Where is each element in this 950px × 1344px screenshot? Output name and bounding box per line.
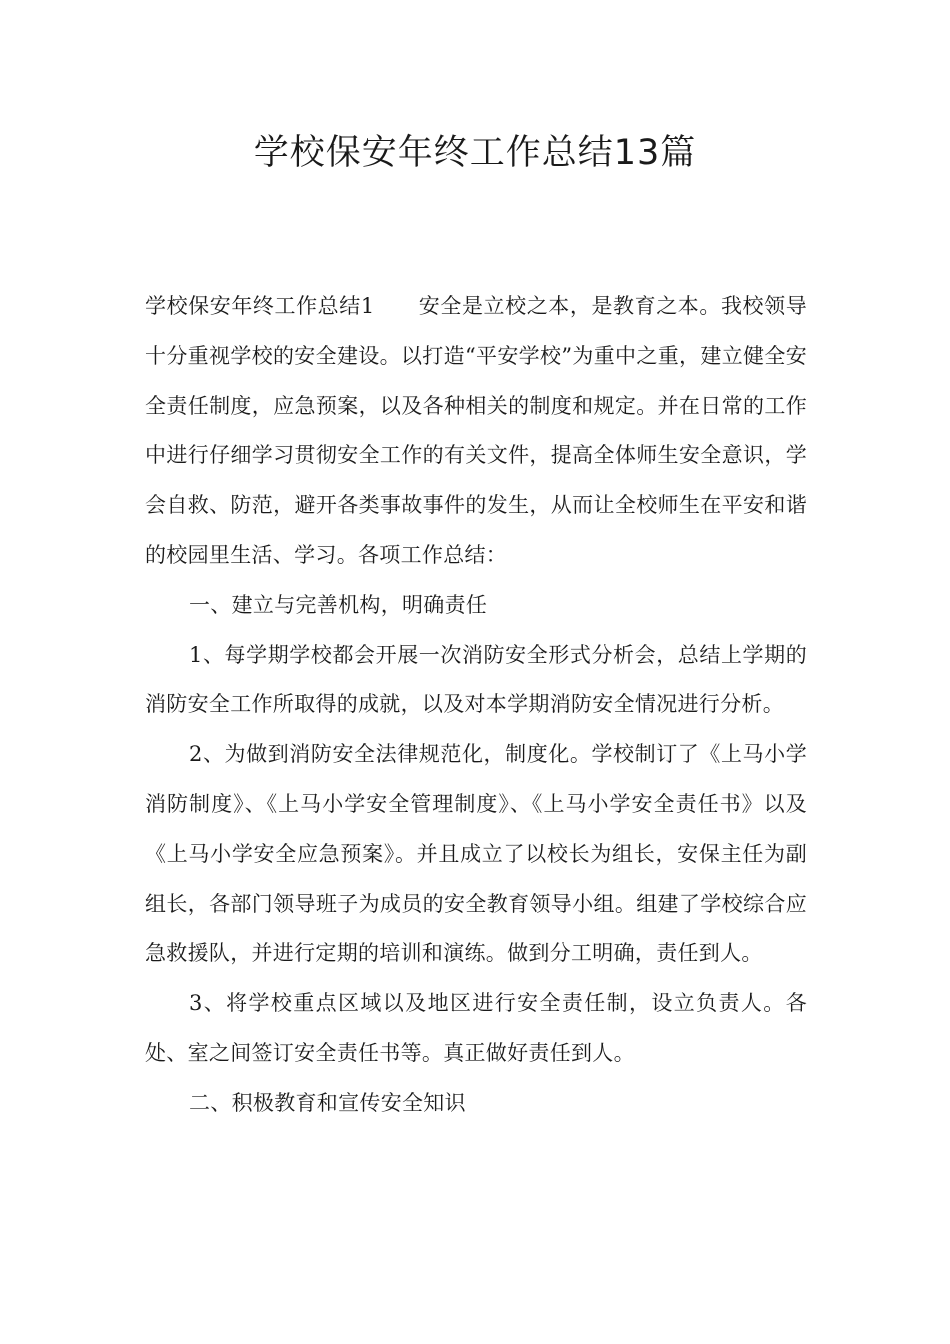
- paragraph-item-1: 1、每学期学校都会开展一次消防安全形式分析会，总结上学期的消防安全工作所取得的成就，以及对本学期消防安全情况进行分析。: [145, 642, 807, 717]
- intro-heading: 学校保安年终工作总结1: [145, 294, 375, 318]
- paragraph-item-3: 3、将学校重点区域以及地区进行安全责任制，设立负责人。各处、室之间签订安全责任书等。真正做好责任到人。: [145, 991, 807, 1065]
- section-heading-2: 二、积极教育和宣传安全知识: [189, 1090, 466, 1115]
- document-title: 学校保安年终工作总结13篇: [253, 133, 697, 173]
- document-body: [145, 282, 807, 1129]
- intro-paragraph: [145, 282, 807, 581]
- section-heading-1: 一、建立与完善机构，明确责任: [189, 592, 488, 617]
- intro-text: 安全是立校之本，是教育之本。我校领导十分重视学校的安全建设。以打造“平安学校”为重中之重，建立健全安全责任制度，应急预案，以及各种相关的制度和规定。并在日常的工作中进行仔细学习贯彻安全工作的有关文件，提高全体师生安全意识，学会自救、防范，避开各类事故事件的发生，从而让全校师生在平安和谐的校园里生活、学习。各项工作总结：: [145, 294, 807, 567]
- paragraph-item-2: 2、为做到消防安全法律规范化，制度化。学校制订了《上马小学消防制度》、《上马小学安全管理制度》、《上马小学安全责任书》以及《上马小学安全应急预案》。并且成立了以校长为组长，安保主任为副组长，各部门领导班子为成员的安全教育领导小组。组建了学校综合应急救援队，并进行定期的培训和演练。做到分工明确，责任到人。: [145, 742, 807, 966]
